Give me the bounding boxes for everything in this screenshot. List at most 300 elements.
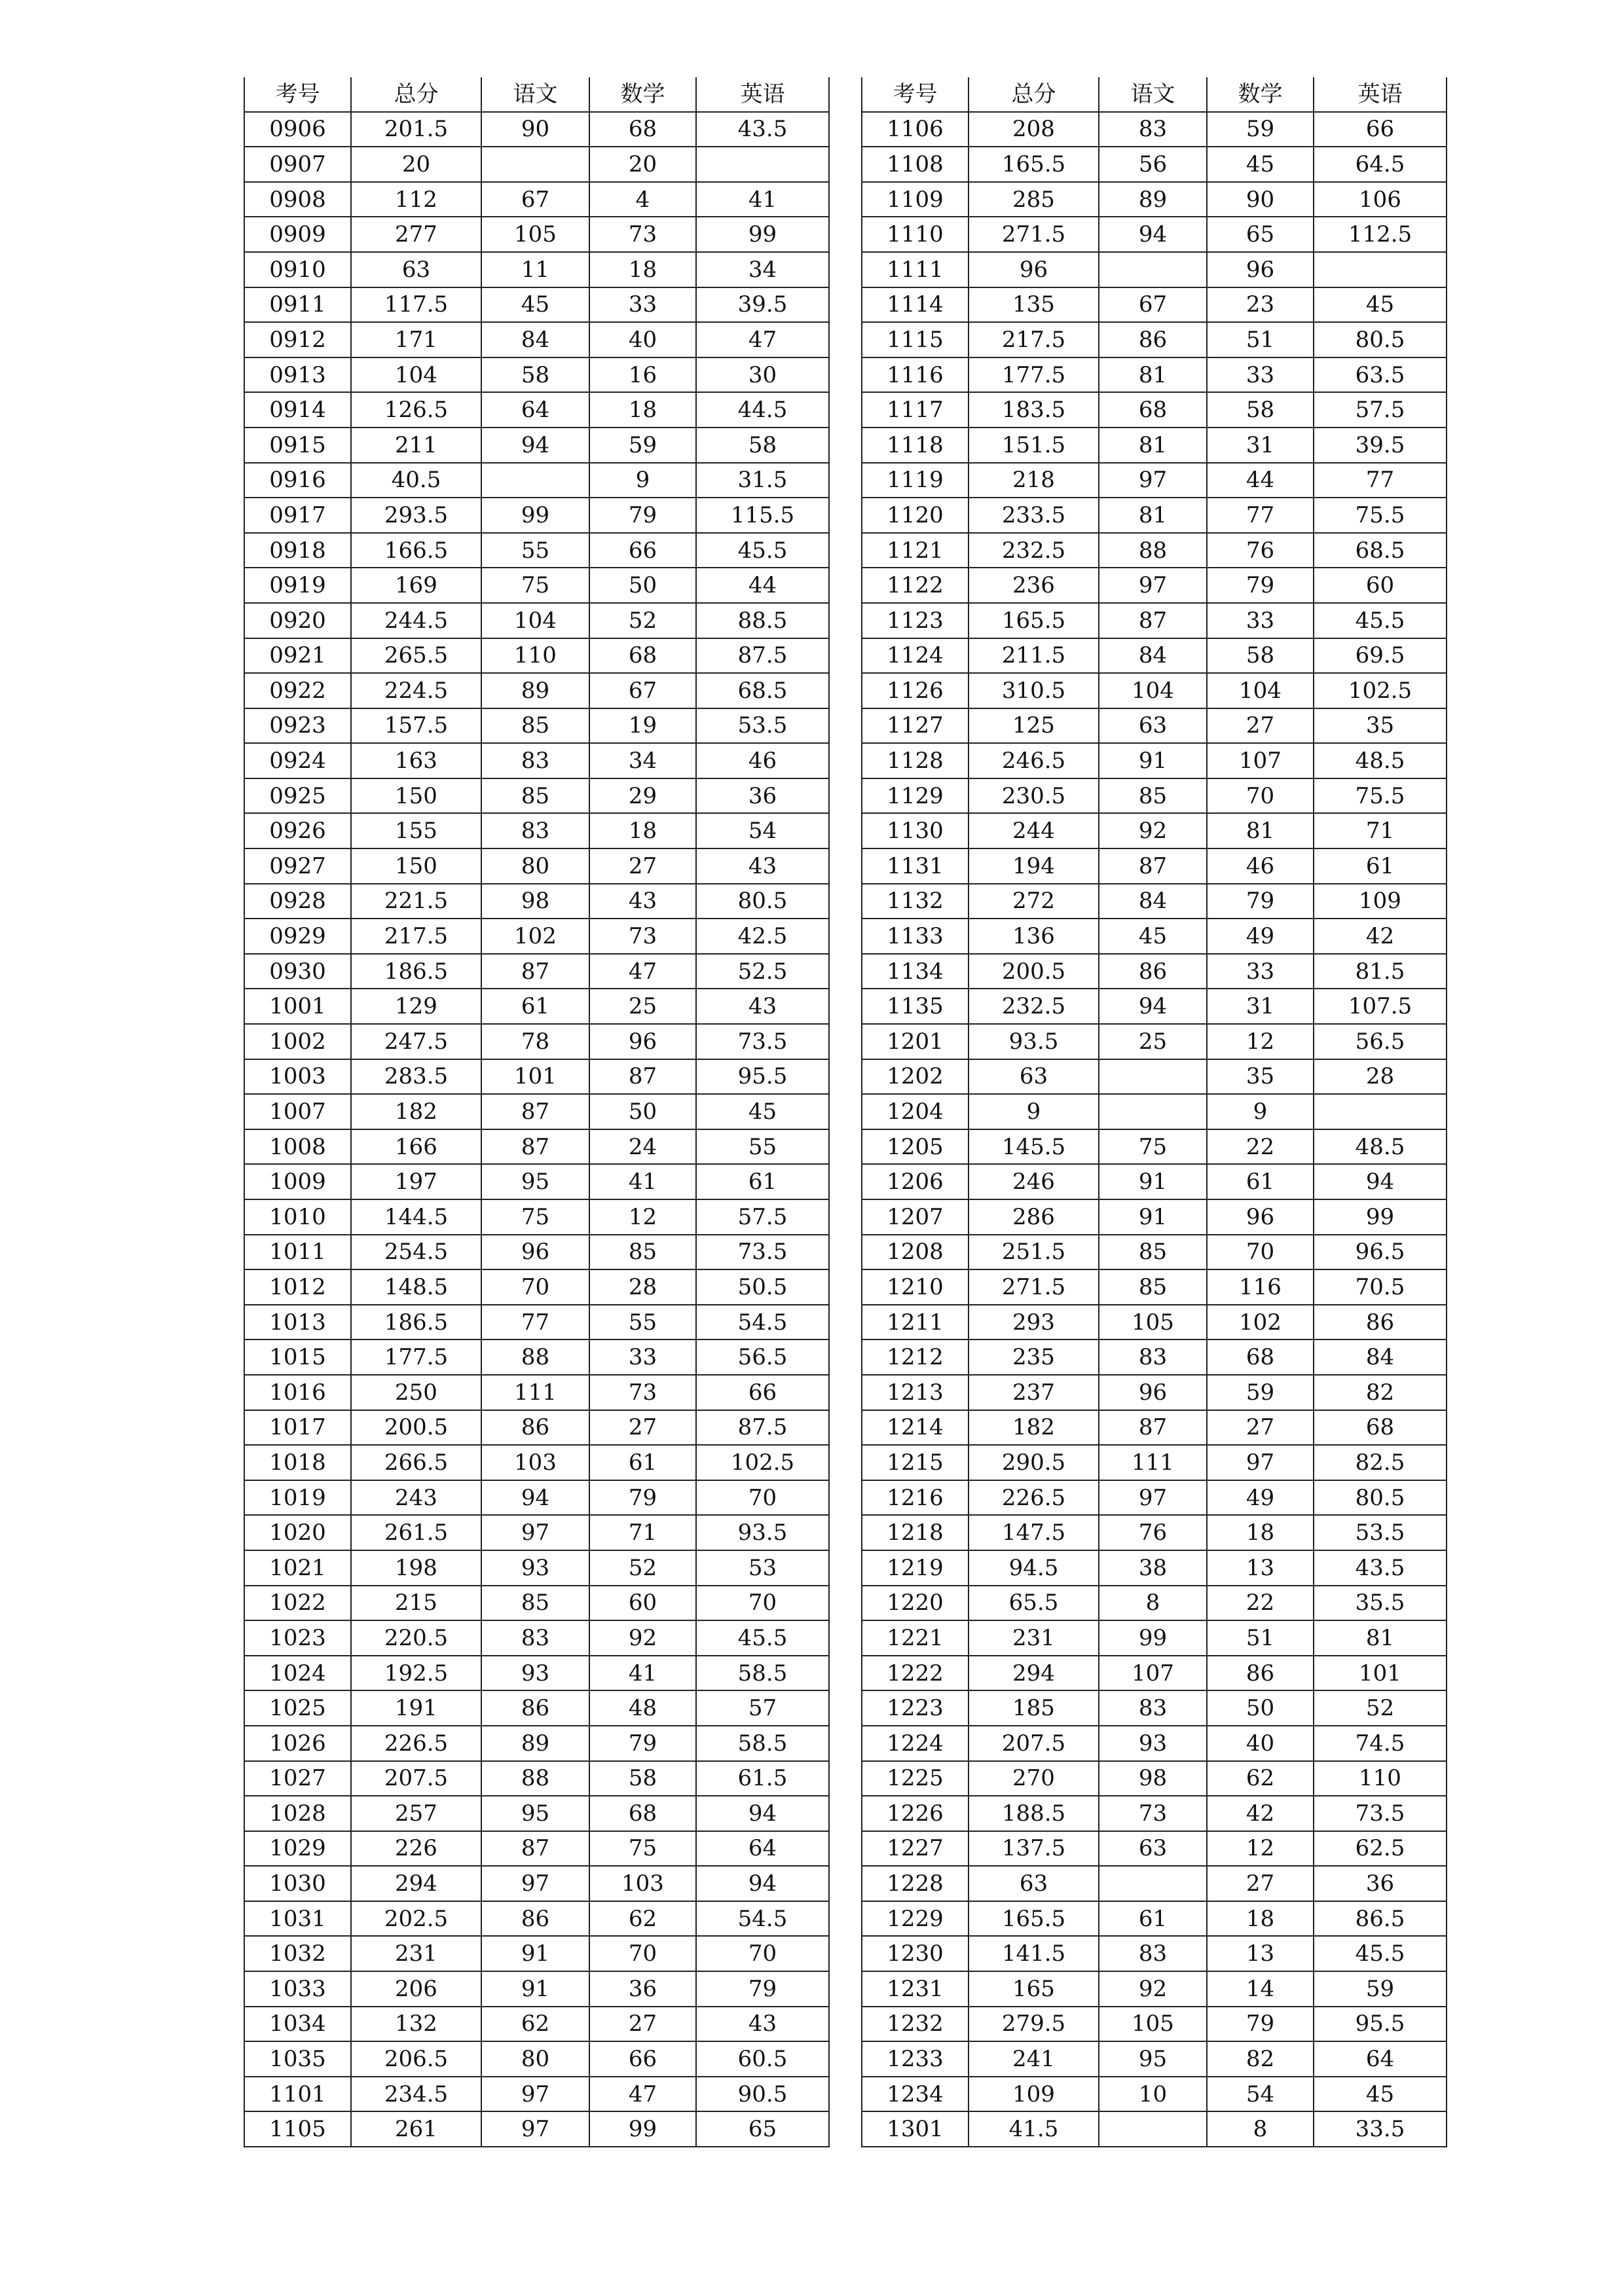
cell-total-score: 206.5 [351,2041,481,2077]
cell-exam-number: 0920 [244,603,351,638]
cell-english: 58.5 [696,1726,829,1761]
cell-total-score: 96 [969,252,1099,287]
cell-chinese: 85 [481,708,589,744]
cell-math: 45 [1207,147,1314,182]
cell-english: 82 [1314,1375,1447,1410]
cell-english: 43 [696,848,829,884]
cell-exam-number: 1226 [862,1796,969,1831]
cell-chinese: 87 [1099,848,1207,884]
cell-english: 45.5 [696,533,829,568]
cell-total-score: 207.5 [351,1761,481,1796]
cell-english: 62.5 [1314,1831,1447,1867]
cell-total-score: 207.5 [969,1726,1099,1761]
cell-english: 70 [696,1480,829,1516]
table-row [862,1796,1447,1831]
cell-total-score: 250 [351,1375,481,1410]
cell-math: 33 [1207,357,1314,393]
cell-english: 30 [696,357,829,393]
table-row [244,1971,829,2007]
cell-math: 55 [589,1305,696,1340]
table-row [862,2007,1447,2042]
cell-exam-number: 1007 [244,1094,351,1129]
cell-chinese: 105 [481,217,589,252]
cell-exam-number: 0909 [244,217,351,252]
cell-chinese: 83 [481,813,589,848]
table-row [244,463,829,498]
cell-english [1314,1094,1447,1129]
cell-chinese: 83 [1099,1339,1207,1375]
cell-chinese: 84 [481,322,589,357]
cell-english: 57 [696,1690,829,1726]
cell-exam-number: 1013 [244,1305,351,1340]
table-row [862,848,1447,884]
cell-total-score: 129 [351,989,481,1024]
cell-exam-number: 1011 [244,1235,351,1270]
cell-chinese: 85 [1099,778,1207,814]
cell-chinese: 91 [1099,1199,1207,1235]
cell-chinese: 76 [1099,1515,1207,1550]
cell-exam-number: 1231 [862,1971,969,2007]
cell-total-score: 192.5 [351,1656,481,1691]
cell-total-score: 271.5 [969,217,1099,252]
table-row [244,1129,829,1165]
cell-total-score: 217.5 [969,322,1099,357]
cell-math: 79 [589,1480,696,1516]
cell-math: 31 [1207,989,1314,1024]
table-row [244,1164,829,1199]
cell-exam-number: 1207 [862,1199,969,1235]
cell-english: 53.5 [696,708,829,744]
cell-math: 19 [589,708,696,744]
cell-total-score: 218 [969,463,1099,498]
cell-total-score: 294 [351,1866,481,1901]
cell-english: 44 [696,568,829,603]
cell-math: 12 [1207,1024,1314,1059]
cell-exam-number: 1017 [244,1410,351,1446]
cell-chinese: 110 [481,638,589,674]
cell-total-score: 246 [969,1164,1099,1199]
cell-english: 34 [696,252,829,287]
cell-exam-number: 1034 [244,2007,351,2042]
cell-chinese: 105 [1099,1305,1207,1340]
cell-chinese: 97 [1099,463,1207,498]
table-row [862,1305,1447,1340]
header-english: 英语 [1314,77,1447,112]
cell-english: 52.5 [696,954,829,989]
header-row [244,77,829,112]
cell-exam-number: 0930 [244,954,351,989]
table-row [862,743,1447,778]
cell-english: 45 [696,1094,829,1129]
cell-total-score: 290.5 [969,1445,1099,1480]
cell-total-score: 206 [351,1971,481,2007]
cell-math: 48 [589,1690,696,1726]
cell-english: 95.5 [1314,2007,1447,2042]
cell-total-score: 233.5 [969,498,1099,533]
cell-math: 103 [589,1866,696,1901]
cell-exam-number: 0916 [244,463,351,498]
table-row [244,217,829,252]
table-row [244,1094,829,1129]
header-total-score: 总分 [969,77,1099,112]
table-row [862,498,1447,533]
table-row [862,778,1447,814]
cell-total-score: 177.5 [969,357,1099,393]
cell-chinese [1099,2111,1207,2147]
cell-chinese: 88 [481,1761,589,1796]
cell-english: 55 [696,1129,829,1165]
cell-english: 73.5 [696,1024,829,1059]
cell-english: 82.5 [1314,1445,1447,1480]
cell-chinese: 103 [481,1445,589,1480]
table-row [862,1901,1447,1937]
cell-math: 68 [589,1796,696,1831]
cell-english: 73.5 [1314,1796,1447,1831]
cell-total-score: 277 [351,217,481,252]
cell-total-score: 226.5 [351,1726,481,1761]
cell-english: 68 [1314,1410,1447,1446]
cell-exam-number: 1219 [862,1550,969,1586]
cell-english: 61.5 [696,1761,829,1796]
cell-chinese: 61 [481,989,589,1024]
cell-chinese: 86 [481,1690,589,1726]
cell-exam-number: 1020 [244,1515,351,1550]
cell-exam-number: 1208 [862,1235,969,1270]
cell-english: 45.5 [1314,603,1447,638]
cell-total-score: 285 [969,182,1099,217]
table-row [244,603,829,638]
cell-chinese [1099,1094,1207,1129]
cell-english: 61 [696,1164,829,1199]
cell-total-score: 166.5 [351,533,481,568]
cell-chinese: 97 [481,2077,589,2112]
table-row [862,1831,1447,1867]
cell-total-score: 125 [969,708,1099,744]
table-row [862,1690,1447,1726]
cell-chinese: 97 [1099,568,1207,603]
table-row [862,1024,1447,1059]
cell-total-score: 165 [969,1971,1099,2007]
table-row [244,848,829,884]
cell-exam-number: 0918 [244,533,351,568]
table-row [244,1620,829,1656]
cell-english: 57.5 [696,1199,829,1235]
cell-exam-number: 1027 [244,1761,351,1796]
cell-exam-number: 1010 [244,1199,351,1235]
cell-math: 79 [1207,884,1314,919]
cell-total-score: 202.5 [351,1901,481,1937]
cell-english: 86 [1314,1305,1447,1340]
cell-chinese: 97 [1099,1480,1207,1516]
cell-math: 66 [589,533,696,568]
table-row [244,954,829,989]
cell-math: 13 [1207,1550,1314,1586]
cell-chinese: 81 [1099,498,1207,533]
cell-english: 63.5 [1314,357,1447,393]
table-row [862,357,1447,393]
cell-total-score: 251.5 [969,1235,1099,1270]
cell-total-score: 270 [969,1761,1099,1796]
cell-english: 73.5 [696,1235,829,1270]
cell-chinese [481,463,589,498]
cell-exam-number: 0911 [244,287,351,323]
cell-english: 35.5 [1314,1586,1447,1621]
cell-math: 79 [589,1726,696,1761]
cell-chinese: 101 [481,1059,589,1095]
cell-chinese: 93 [481,1550,589,1586]
cell-chinese: 92 [1099,813,1207,848]
cell-math: 59 [1207,1375,1314,1410]
cell-total-score: 93.5 [969,1024,1099,1059]
table-row [862,1761,1447,1796]
cell-math: 65 [1207,217,1314,252]
cell-total-score: 171 [351,322,481,357]
table-row [862,463,1447,498]
cell-total-score: 169 [351,568,481,603]
cell-chinese: 99 [1099,1620,1207,1656]
cell-math: 51 [1207,1620,1314,1656]
cell-math: 44 [1207,463,1314,498]
cell-exam-number: 0928 [244,884,351,919]
cell-english: 53 [696,1550,829,1586]
cell-math: 20 [589,147,696,182]
cell-english: 46 [696,743,829,778]
cell-math: 28 [589,1269,696,1305]
table-row [862,1726,1447,1761]
cell-math: 76 [1207,533,1314,568]
cell-exam-number: 1131 [862,848,969,884]
cell-total-score: 286 [969,1199,1099,1235]
cell-total-score: 63 [969,1059,1099,1095]
cell-total-score: 63 [969,1866,1099,1901]
cell-chinese: 97 [481,1866,589,1901]
cell-exam-number: 0925 [244,778,351,814]
cell-math: 102 [1207,1305,1314,1340]
cell-total-score: 63 [351,252,481,287]
table-row [244,1761,829,1796]
cell-math: 68 [589,638,696,674]
cell-total-score: 241 [969,2041,1099,2077]
scores-table-left [244,77,830,2147]
table-row [244,708,829,744]
cell-english: 45.5 [696,1620,829,1656]
header-math: 数学 [589,77,696,112]
cell-chinese: 80 [481,2041,589,2077]
scores-table-right [861,77,1447,2147]
cell-chinese: 86 [1099,322,1207,357]
cell-total-score: 261 [351,2111,481,2147]
table-row [862,533,1447,568]
cell-exam-number: 0910 [244,252,351,287]
cell-exam-number: 1218 [862,1515,969,1550]
cell-chinese: 85 [1099,1269,1207,1305]
cell-english: 84 [1314,1339,1447,1375]
header-chinese: 语文 [1099,77,1207,112]
cell-chinese: 91 [1099,1164,1207,1199]
cell-math: 61 [1207,1164,1314,1199]
cell-chinese: 75 [481,1199,589,1235]
cell-math: 49 [1207,919,1314,954]
cell-math: 33 [589,287,696,323]
cell-total-score: 188.5 [969,1796,1099,1831]
cell-english: 45 [1314,2077,1447,2112]
cell-total-score: 165.5 [969,603,1099,638]
cell-chinese: 86 [481,1901,589,1937]
cell-english: 58 [696,428,829,463]
cell-english: 93.5 [696,1515,829,1550]
cell-math: 27 [1207,1410,1314,1446]
cell-english: 53.5 [1314,1515,1447,1550]
cell-math: 58 [1207,638,1314,674]
table-row [244,182,829,217]
cell-math: 104 [1207,673,1314,708]
cell-english: 70.5 [1314,1269,1447,1305]
cell-math: 40 [589,322,696,357]
cell-chinese: 83 [1099,1690,1207,1726]
cell-total-score: 186.5 [351,954,481,989]
header-english: 英语 [696,77,829,112]
cell-total-score: 147.5 [969,1515,1099,1550]
table-row [862,2041,1447,2077]
cell-exam-number: 0917 [244,498,351,533]
cell-english: 80.5 [1314,322,1447,357]
cell-math: 33 [589,1339,696,1375]
cell-total-score: 141.5 [969,1936,1099,1971]
cell-exam-number: 1233 [862,2041,969,2077]
cell-chinese: 104 [481,603,589,638]
cell-english: 43 [696,989,829,1024]
cell-total-score: 208 [969,112,1099,147]
table-row [862,1480,1447,1516]
cell-total-score: 201.5 [351,112,481,147]
table-row [244,778,829,814]
cell-chinese: 70 [481,1269,589,1305]
cell-chinese [481,147,589,182]
cell-total-score: 166 [351,1129,481,1165]
cell-exam-number: 1229 [862,1901,969,1937]
cell-math: 49 [1207,1480,1314,1516]
cell-chinese: 81 [1099,357,1207,393]
cell-math: 81 [1207,813,1314,848]
cell-chinese: 96 [481,1235,589,1270]
cell-exam-number: 1016 [244,1375,351,1410]
cell-math: 68 [1207,1339,1314,1375]
cell-total-score: 224.5 [351,673,481,708]
cell-total-score: 163 [351,743,481,778]
header-row [862,77,1447,112]
cell-math: 41 [589,1656,696,1691]
cell-total-score: 237 [969,1375,1099,1410]
cell-exam-number: 1210 [862,1269,969,1305]
cell-english: 52 [1314,1690,1447,1726]
table-row [244,1375,829,1410]
cell-total-score: 272 [969,884,1099,919]
cell-total-score: 234.5 [351,2077,481,2112]
cell-chinese: 99 [481,498,589,533]
score-sheet [244,77,1449,2223]
cell-math: 70 [1207,1235,1314,1270]
cell-exam-number: 1028 [244,1796,351,1831]
cell-math: 73 [589,1375,696,1410]
cell-exam-number: 0907 [244,147,351,182]
cell-math: 59 [1207,112,1314,147]
cell-exam-number: 1211 [862,1305,969,1340]
cell-math: 35 [1207,1059,1314,1095]
cell-english: 47 [696,322,829,357]
cell-english: 54.5 [696,1901,829,1937]
cell-math: 18 [1207,1515,1314,1550]
cell-total-score: 230.5 [969,778,1099,814]
cell-total-score: 165.5 [969,147,1099,182]
cell-total-score: 293 [969,1305,1099,1340]
cell-english: 94 [696,1866,829,1901]
cell-english: 42 [1314,919,1447,954]
cell-exam-number: 1232 [862,2007,969,2042]
cell-english: 77 [1314,463,1447,498]
cell-total-score: 186.5 [351,1305,481,1340]
cell-total-score: 197 [351,1164,481,1199]
table-row [244,1199,829,1235]
table-row [244,1726,829,1761]
cell-total-score: 112 [351,182,481,217]
cell-chinese: 84 [1099,638,1207,674]
cell-exam-number: 1201 [862,1024,969,1059]
table-row [244,1445,829,1480]
cell-math: 25 [589,989,696,1024]
cell-exam-number: 1109 [862,182,969,217]
cell-exam-number: 0926 [244,813,351,848]
cell-math: 62 [1207,1761,1314,1796]
cell-math: 82 [1207,2041,1314,2077]
cell-english: 81.5 [1314,954,1447,989]
cell-math: 73 [589,919,696,954]
cell-exam-number: 1204 [862,1094,969,1129]
cell-total-score: 217.5 [351,919,481,954]
cell-total-score: 231 [969,1620,1099,1656]
cell-chinese: 91 [481,1936,589,1971]
cell-math: 52 [589,1550,696,1586]
cell-math: 34 [589,743,696,778]
cell-chinese: 87 [481,954,589,989]
cell-math: 62 [589,1901,696,1937]
cell-exam-number: 1127 [862,708,969,744]
cell-exam-number: 1033 [244,1971,351,2007]
cell-english [696,147,829,182]
cell-chinese: 75 [481,568,589,603]
cell-chinese: 67 [481,182,589,217]
cell-total-score: 246.5 [969,743,1099,778]
cell-english: 66 [1314,112,1447,147]
cell-math: 22 [1207,1129,1314,1165]
cell-chinese: 83 [1099,1936,1207,1971]
cell-english: 87.5 [696,638,829,674]
table-row [244,2111,829,2147]
table-row [244,884,829,919]
cell-math: 27 [1207,1866,1314,1901]
cell-math: 70 [589,1936,696,1971]
cell-exam-number: 1025 [244,1690,351,1726]
cell-math: 40 [1207,1726,1314,1761]
table-row [862,1866,1447,1901]
table-row [244,1024,829,1059]
cell-math: 70 [1207,778,1314,814]
cell-total-score: 257 [351,1796,481,1831]
cell-chinese: 10 [1099,2077,1207,2112]
cell-english: 102.5 [1314,673,1447,708]
cell-chinese: 84 [1099,884,1207,919]
cell-total-score: 183.5 [969,392,1099,428]
cell-english: 110 [1314,1761,1447,1796]
